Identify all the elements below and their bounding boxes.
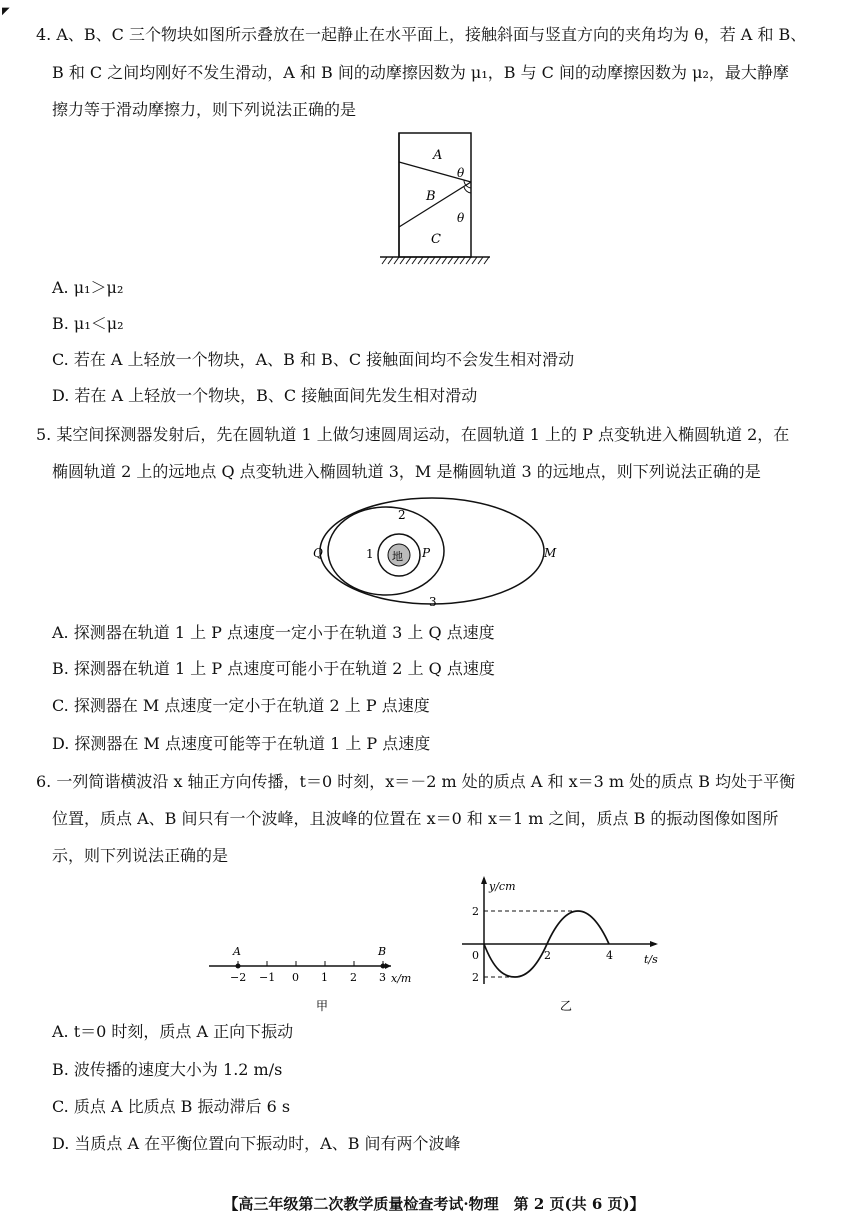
yi-tick-2-bottom: 2 <box>472 971 479 984</box>
q4-stem-line-3: 擦力等于滑动摩擦力，则下列说法正确的是 <box>52 100 357 119</box>
q5-label-earth: 地 <box>392 550 403 563</box>
yi-t-label: t/s <box>644 953 658 966</box>
q6-stem-line-3: 示，则下列说法正确的是 <box>52 846 229 865</box>
jia-tick-1: 1 <box>321 971 328 984</box>
q5-label-2: 2 <box>398 508 406 522</box>
q4-label-b: B <box>426 189 436 204</box>
q5-option-c: C. 探测器在 M 点速度一定小于在轨道 2 上 P 点速度 <box>52 696 430 715</box>
q4-block-figure <box>378 130 492 270</box>
page-footer: 【高三年级第二次教学质量检查考试·物理 第 2 页(共 6 页)】 <box>223 1195 645 1213</box>
q6-figure-jia <box>205 942 425 1017</box>
jia-caption: 甲 <box>316 999 329 1013</box>
q4-label-c: C <box>431 232 441 247</box>
q5-option-b: B. 探测器在轨道 1 上 P 点速度可能小于在轨道 2 上 Q 点速度 <box>52 659 495 678</box>
q5-stem-line-1: 5. 某空间探测器发射后，先在圆轨道 1 上做匀速圆周运动，在圆轨道 1 上的 P 点变轨进入椭圆轨道 2，在 <box>36 425 790 444</box>
q5-option-d: D. 探测器在 M 点速度可能等于在轨道 1 上 P 点速度 <box>52 734 431 753</box>
q6-option-c: C. 质点 A 比质点 B 振动滞后 6 s <box>52 1097 291 1116</box>
q5-label-m: M <box>544 546 557 560</box>
yi-t-2: 2 <box>544 949 551 962</box>
q4-stem-line-2: B 和 C 之间均刚好不发生滑动，A 和 B 间的动摩擦因数为 μ₁，B 与 C 间的动摩擦因数为 μ₂，最大静摩 <box>52 63 789 82</box>
yi-origin: 0 <box>472 949 479 962</box>
jia-tick-minus1: −1 <box>259 971 276 984</box>
jia-axis-label: x/m <box>391 972 412 985</box>
q5-label-q: Q <box>313 546 323 560</box>
yi-t-4: 4 <box>606 949 613 962</box>
yi-y-label: y/cm <box>489 880 516 893</box>
q6-figure-yi <box>458 872 668 1018</box>
q4-option-b: B. μ₁＜μ₂ <box>52 314 124 333</box>
q6-stem-line-1: 6. 一列简谐横波沿 x 轴正方向传播，t＝0 时刻，x＝－2 m 处的质点 A 和 x＝3 m 处的质点 B 均处于平衡 <box>36 772 796 791</box>
q6-stem-line-2: 位置，质点 A、B 间只有一个波峰，且波峰的位置在 x＝0 和 x＝1 m 之间，质点 B 的振动图像如图所 <box>52 809 779 828</box>
jia-tick-0: 0 <box>292 971 299 984</box>
q5-stem-line-2: 椭圆轨道 2 上的远地点 Q 点变轨进入椭圆轨道 3，M 是椭圆轨道 3 的远地点，则下列说法正确的是 <box>52 462 761 481</box>
q4-label-a: A <box>433 148 443 163</box>
q4-option-a: A. μ₁＞μ₂ <box>52 278 124 297</box>
q5-label-1: 1 <box>366 547 374 561</box>
jia-label-a: A <box>233 945 241 958</box>
q4-option-d: D. 若在 A 上轻放一个物块，B、C 接触面间先发生相对滑动 <box>52 386 478 405</box>
q6-option-a: A. t＝0 时刻，质点 A 正向下振动 <box>52 1022 294 1041</box>
yi-tick-2-top: 2 <box>472 905 479 918</box>
q5-option-a: A. 探测器在轨道 1 上 P 点速度一定小于在轨道 3 上 Q 点速度 <box>52 623 495 642</box>
q4-stem-line-1: 4. A、B、C 三个物块如图所示叠放在一起静止在水平面上，接触斜面与竖直方向的夹角均为 θ，若 A 和 B、 <box>36 25 807 44</box>
jia-tick-3: 3 <box>379 971 386 984</box>
jia-tick-2: 2 <box>350 971 357 984</box>
q4-option-c: C. 若在 A 上轻放一个物块，A、B 和 B、C 接触面间均不会发生相对滑动 <box>52 350 575 369</box>
q5-orbit-figure <box>308 494 558 612</box>
corner-mark: ◤ <box>2 6 10 17</box>
q6-option-d: D. 当质点 A 在平衡位置向下振动时，A、B 间有两个波峰 <box>52 1134 461 1153</box>
q5-label-3: 3 <box>429 595 437 609</box>
jia-label-b: B <box>378 945 387 958</box>
q4-label-theta-1: θ <box>457 166 465 180</box>
q4-label-theta-2: θ <box>457 211 465 225</box>
jia-tick-minus2: −2 <box>230 971 247 984</box>
q5-label-p: P <box>422 546 431 560</box>
yi-caption: 乙 <box>560 999 573 1013</box>
q6-option-b: B. 波传播的速度大小为 1.2 m/s <box>52 1060 283 1079</box>
